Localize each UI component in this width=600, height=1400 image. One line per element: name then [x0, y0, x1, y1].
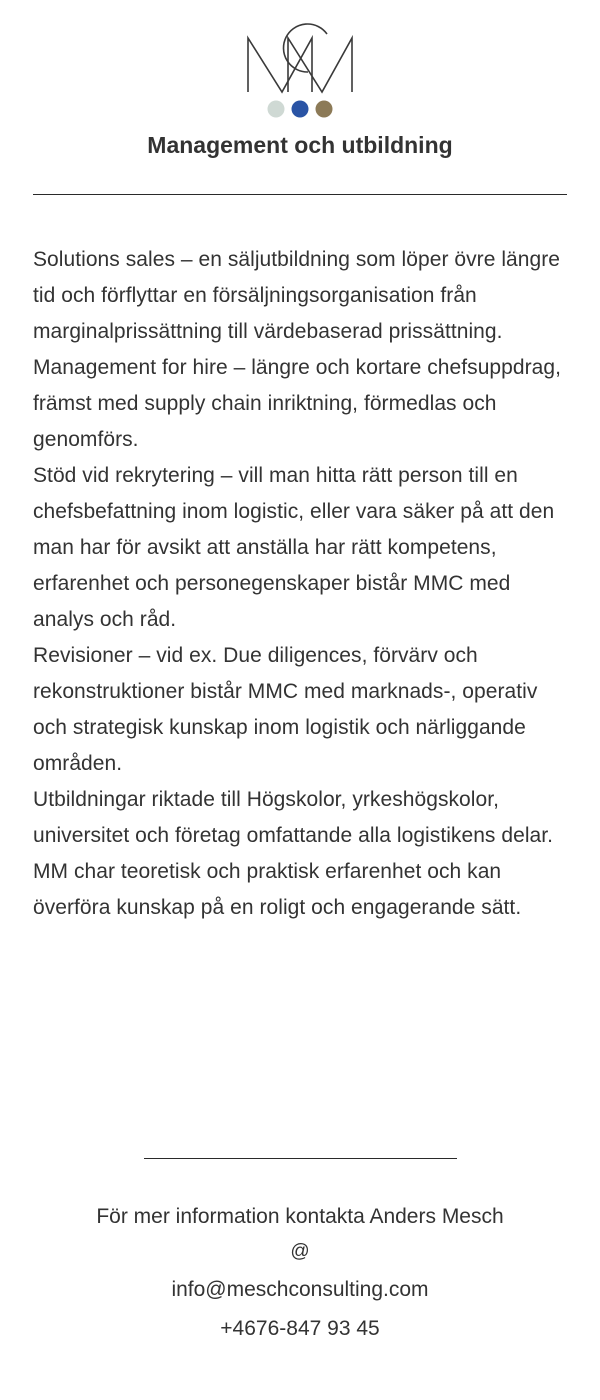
- contact-phone: +4676-847 93 45: [220, 1317, 380, 1340]
- service-education: Utbildningar riktade till Högskolor, yrkeshögskolor, universitet och företag omfattande alla logistikens delar. MM char teoretisk och praktisk erfarenhet och kan överföra kunskap på en roligt och engagerande sätt.: [33, 788, 554, 919]
- logo-graphic: [240, 10, 360, 122]
- logo-dot-blue: [292, 101, 309, 118]
- header-divider: [33, 194, 567, 195]
- service-solutions-sales: Solutions sales – en säljutbildning som löper övre längre tid och förflyttar en försäljningsorganisation från marginalprissättning till värdebaserad prissättning.: [33, 248, 560, 343]
- service-recruitment-support: Stöd vid rekrytering – vill man hitta rätt person till en chefsbefattning inom logistic, eller vara säker på att den man har för avsikt att anställa har rätt kompetens, erfarenhet och personegenskaper bistår MMC med analys och råd.: [33, 464, 555, 631]
- contact-section: [40, 1198, 560, 1347]
- contact-intro: För mer information kontakta Anders Mesch: [96, 1205, 504, 1228]
- service-management-for-hire: Management for hire – längre och kortare chefsuppdrag, främst med supply chain inriktning, förmedlas och genomförs.: [33, 356, 562, 451]
- contact-email-link[interactable]: info@meschconsulting.com: [171, 1278, 429, 1301]
- services-text-block: [33, 242, 568, 926]
- mmc-monogram-logo-icon: [240, 10, 360, 122]
- contact-at-symbol: @: [290, 1241, 310, 1262]
- page-title: Management och utbildning: [147, 132, 453, 158]
- logo-dot-light: [268, 101, 285, 118]
- logo-left-m: [248, 38, 312, 92]
- logo-dot-brown: [316, 101, 333, 118]
- service-audits: Revisioner – vid ex. Due diligences, förvärv och rekonstruktioner bistår MMC med marknads-, operativ och strategisk kunskap inom logistik och närliggande områden.: [33, 644, 538, 775]
- footer-divider: [144, 1158, 457, 1159]
